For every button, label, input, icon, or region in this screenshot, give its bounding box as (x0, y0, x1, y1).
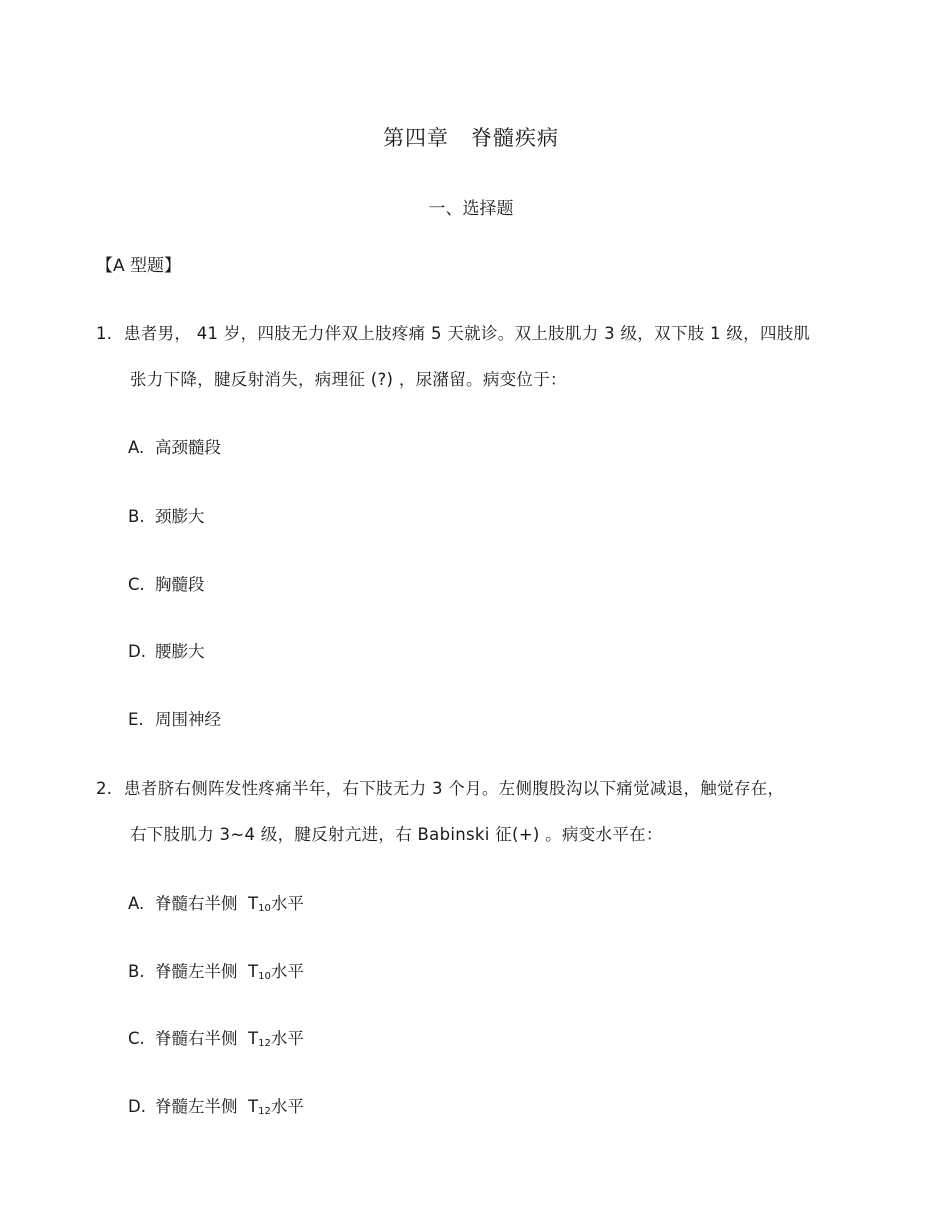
option-2b (128, 958, 304, 982)
segment-number: 12 (258, 1038, 271, 1049)
segment-letter: T (248, 1029, 259, 1048)
question-2-line-1 (96, 775, 784, 799)
option-text: 周围神经 (155, 710, 221, 729)
question-1-line-1 (96, 320, 810, 344)
question-number: 1. (96, 324, 113, 343)
question-2-line-2: 右下肢肌力 3~4 级，腱反射亢进，右 Babinski 征(+) 。病变水平在： (130, 825, 663, 844)
question-1-line-2: 张力下降，腱反射消失，病理征 (?) ，尿潴留。病变位于： (130, 370, 567, 389)
option-text: 脊髓左半侧 (155, 962, 238, 981)
question-stem: 患者脐右侧阵发性疼痛半年，右下肢无力 3 个月。左侧腹股沟以下痛觉减退，触觉存在， (124, 779, 785, 798)
option-2d (128, 1093, 304, 1117)
option-2c (128, 1025, 304, 1049)
option-1d (128, 638, 205, 662)
option-letter: B. (128, 507, 145, 526)
option-tail: 水平 (270, 962, 304, 981)
option-text: 胸髓段 (155, 575, 205, 594)
option-text: 高颈髓段 (155, 438, 221, 457)
segment-number: 12 (258, 1106, 271, 1117)
option-tail: 水平 (270, 1029, 304, 1048)
section-title: 一、选择题 (428, 199, 514, 219)
option-letter: A. (128, 894, 145, 913)
option-letter: D. (128, 642, 146, 661)
option-text: 脊髓左半侧 (155, 1097, 238, 1116)
option-letter: E. (128, 710, 144, 729)
option-tail: 水平 (270, 894, 304, 913)
segment-letter: T (248, 894, 259, 913)
chapter-title: 第四章 脊髓疾病 (383, 126, 559, 150)
segment-number: 10 (258, 903, 271, 914)
segment-letter: T (248, 1097, 259, 1116)
option-letter: C. (128, 1029, 145, 1048)
segment-number: 10 (258, 971, 271, 982)
option-2a (128, 890, 304, 914)
option-1c (128, 571, 205, 595)
option-letter: B. (128, 962, 145, 981)
question-stem: 患者男， 41 岁，四肢无力伴双上肢疼痛 5 天就诊。双上肢肌力 3 级，双下肢 1 级，四肢肌 (124, 324, 811, 343)
option-text: 颈膨大 (155, 507, 205, 526)
option-tail: 水平 (270, 1097, 304, 1116)
option-1e (128, 706, 221, 730)
option-letter: A. (128, 438, 145, 457)
option-text: 脊髓右半侧 (155, 894, 238, 913)
question-type-heading: 【A 型题】 (96, 256, 182, 276)
option-text: 腰膨大 (155, 642, 205, 661)
option-1a (128, 434, 221, 458)
option-letter: C. (128, 575, 145, 594)
option-1b (128, 503, 205, 527)
option-letter: D. (128, 1097, 146, 1116)
segment-letter: T (248, 962, 259, 981)
option-text: 脊髓右半侧 (155, 1029, 238, 1048)
question-number: 2. (96, 779, 113, 798)
